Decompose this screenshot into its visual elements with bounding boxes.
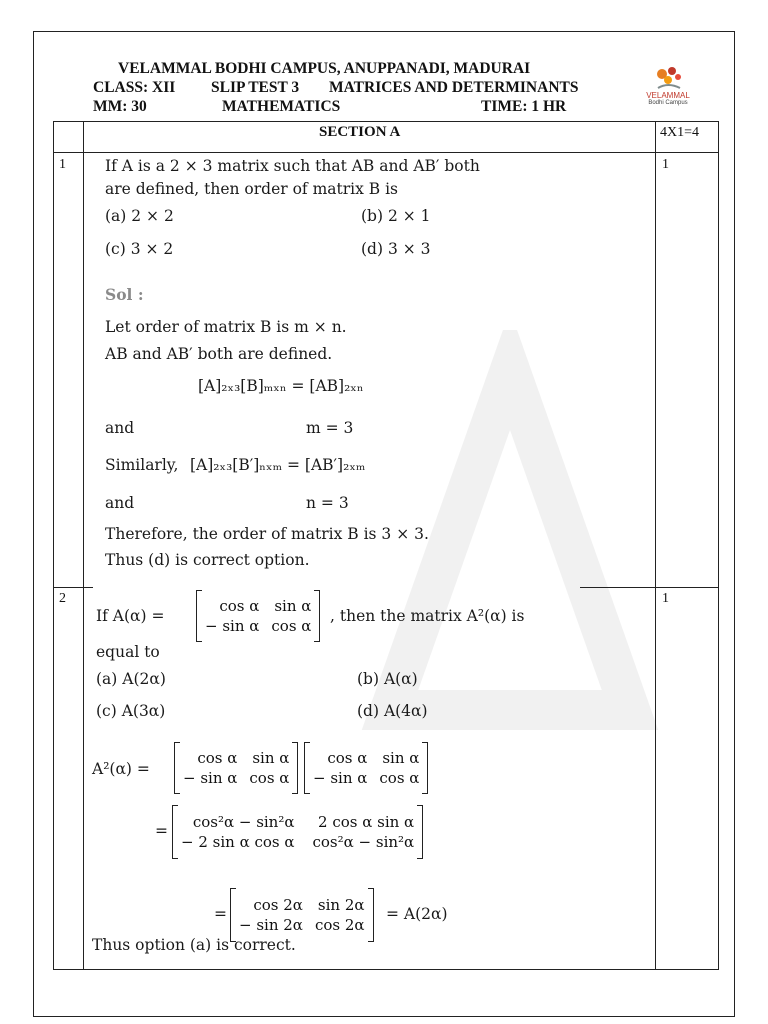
- solution-lhs: A²(α) =: [92, 760, 150, 778]
- time-allowed: TIME: 1 HR: [481, 98, 567, 115]
- option-d: (d) 3 × 3: [361, 240, 431, 258]
- matrix-entry: − sin 2α: [239, 916, 303, 934]
- table-bottom-border: [53, 969, 719, 970]
- solution-equation: n = 3: [306, 494, 349, 512]
- table-right-border: [718, 121, 719, 969]
- solution-equation: [A]₂ₓ₃[B]ₘₓₙ = [AB]₂ₓₙ: [198, 377, 364, 395]
- logo-title: VELAMMAL: [646, 91, 690, 100]
- matrix-grid: [180, 746, 292, 790]
- matrix-a-alpha: [196, 590, 320, 642]
- matrix-entry: 2 cos α sin α: [318, 813, 415, 831]
- matrix-entry: cos α: [197, 749, 238, 767]
- option-c: (c) 3 × 2: [105, 240, 174, 258]
- bracket-right: [422, 742, 428, 794]
- solution-line: and: [105, 419, 135, 437]
- row-divider: [53, 587, 93, 588]
- option-a: (a) 2 × 2: [105, 207, 174, 225]
- matrix-entry: − sin α: [205, 617, 260, 635]
- table-left-border: [53, 121, 54, 969]
- solution-result: = A(2α): [386, 905, 448, 923]
- matrix-double-angle: [230, 888, 374, 942]
- option-a: (a) A(2α): [96, 670, 166, 688]
- question-number: 2: [59, 591, 66, 606]
- matrix-entry: cos α: [379, 769, 420, 787]
- row-divider: [580, 587, 719, 588]
- question-marks: 1: [662, 591, 669, 606]
- equals-sign: =: [155, 822, 168, 840]
- solution-line: and: [105, 494, 135, 512]
- bracket-right: [368, 888, 374, 942]
- col-divider: [655, 121, 656, 969]
- class-label: CLASS: XII: [93, 79, 176, 96]
- solution-line: Let order of matrix B is m × n.: [105, 318, 347, 336]
- col-divider: [83, 121, 84, 969]
- solution-line: AB and AB′ both are defined.: [105, 345, 333, 363]
- matrix-entry: − 2 sin α cos α: [181, 833, 295, 851]
- section-marks: 4X1=4: [660, 125, 700, 140]
- bracket-right: [417, 805, 423, 859]
- matrix-entry: sin α: [274, 597, 312, 615]
- matrix-grid: [236, 893, 368, 937]
- matrix-entry: sin 2α: [317, 896, 365, 914]
- chapter-title: MATRICES AND DETERMINANTS: [329, 79, 579, 96]
- matrix-entry: − sin α: [313, 769, 368, 787]
- question-marks: 1: [662, 157, 669, 172]
- solution-conclusion: Thus (d) is correct option.: [105, 551, 310, 569]
- matrix-entry: cos α: [249, 769, 290, 787]
- bracket-right: [292, 742, 298, 794]
- equals-sign: =: [214, 905, 227, 923]
- row-divider: [53, 152, 719, 153]
- subject: MATHEMATICS: [222, 98, 341, 115]
- matrix-entry: cos 2α: [253, 896, 303, 914]
- question-number: 1: [59, 157, 66, 172]
- question-stem-line1: If A is a 2 × 3 matrix such that AB and AB′ both: [105, 157, 480, 175]
- option-d: (d) A(4α): [357, 702, 428, 720]
- option-b: (b) A(α): [357, 670, 418, 688]
- matrix-grid: [178, 810, 417, 854]
- logo-subtitle: Bodhi Campus: [648, 100, 688, 106]
- solution-line: Similarly,: [105, 456, 179, 474]
- matrix-expanded: [172, 805, 423, 859]
- section-title: SECTION A: [319, 124, 401, 140]
- matrix-grid: [310, 746, 422, 790]
- test-label: SLIP TEST 3: [211, 79, 300, 96]
- matrix-factor-1: [174, 742, 298, 794]
- solution-equation: m = 3: [306, 419, 354, 437]
- matrix-entry: sin α: [382, 749, 420, 767]
- matrix-grid: [202, 594, 314, 638]
- matrix-entry: cos²α − sin²α: [192, 813, 295, 831]
- solution-equation: [A]₂ₓ₃[B′]ₙₓₘ = [AB′]₂ₓₘ: [190, 456, 366, 474]
- question-stem-line2: are defined, then order of matrix B is: [105, 180, 399, 198]
- table-top-border: [53, 121, 719, 122]
- matrix-entry: cos α: [327, 749, 368, 767]
- option-c: (c) A(3α): [96, 702, 166, 720]
- solution-label: Sol :: [105, 285, 144, 304]
- matrix-entry: cos α: [219, 597, 260, 615]
- matrix-entry: cos 2α: [314, 916, 365, 934]
- max-marks: MM: 30: [93, 98, 147, 115]
- matrix-entry: sin α: [252, 749, 290, 767]
- school-logo: [640, 62, 696, 114]
- matrix-entry: cos²α − sin²α: [312, 833, 415, 851]
- question-stem-suffix: , then the matrix A²(α) is: [330, 607, 525, 625]
- solution-conclusion: Thus option (a) is correct.: [92, 936, 296, 954]
- option-b: (b) 2 × 1: [361, 207, 431, 225]
- logo-flower-icon: [640, 62, 696, 94]
- bracket-right: [314, 590, 320, 642]
- matrix-entry: cos α: [271, 617, 312, 635]
- matrix-factor-2: [304, 742, 428, 794]
- school-name: VELAMMAL BODHI CAMPUS, ANUPPANADI, MADURAI: [118, 60, 531, 77]
- solution-line: Therefore, the order of matrix B is 3 × 3.: [105, 525, 429, 543]
- matrix-entry: − sin α: [183, 769, 238, 787]
- question-stem-prefix: If A(α) =: [96, 607, 165, 625]
- question-stem-line2: equal to: [96, 643, 160, 661]
